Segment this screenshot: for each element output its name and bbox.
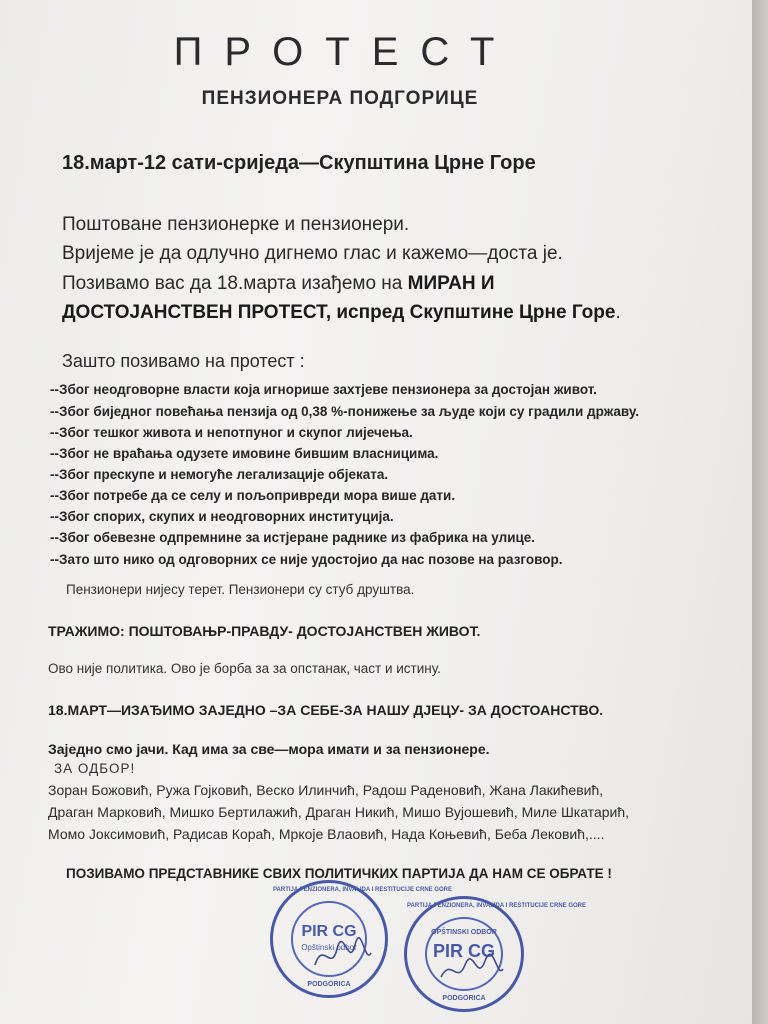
reason-item: --Због тешког живота и непотпуног и скупог лијечења.: [50, 425, 413, 440]
intro-protest-line: [62, 302, 621, 324]
stamp-ring-text: PARTIJA PENZIONERA, INVALIDA I RESTITUCIJE CRNE GORE: [407, 903, 587, 909]
signature-icon: [313, 935, 373, 975]
reason-item: --Због биједног повећања пензија од 0,38 %-понижење за људе који су градили државу.: [50, 404, 639, 419]
stamp-bottom-text: PODGORICA: [307, 981, 351, 988]
stamp-sub-text: OPŠTINSKI ODBOR: [431, 929, 497, 936]
stamp-center-text: PIR CG: [432, 941, 495, 961]
reason-item: --Због неодговорне власти која игнорише захтјеве пензионера за достојан живот.: [50, 382, 597, 397]
stamp-center-text: PIR CG: [301, 923, 357, 940]
pillar-statement: Пензионери нијесу терет. Пензионери су стуб друштва.: [66, 582, 415, 597]
intro-invite: [62, 273, 495, 295]
reason-item: --Зато што нико од одговорних се није удостојио да нас позове на разговор.: [50, 552, 563, 567]
party-stamp: [404, 896, 587, 1012]
document-subtitle: ПЕНЗИОНЕРА ПОДГОРИЦЕ: [201, 88, 479, 109]
document-title: ПРОТЕСТ: [173, 30, 517, 74]
together-call-line: 18.МАРТ—ИЗАЂИМО ЗАЈЕДНО –ЗА СЕБЕ-ЗА НАШУ ДЈЕЦУ- ЗА ДОСТОАНСТВО.: [48, 702, 604, 718]
reason-item: --Због спорих, скупих и неодговорних институција.: [50, 509, 394, 524]
intro-invite-bold: МИРАН И: [407, 273, 495, 294]
stamp-bottom-text: PODGORICA: [442, 995, 486, 1002]
reason-item: --Због потребе да се селу и пољопривреди мора више дати.: [50, 488, 456, 503]
reason-item: --Због обевезне одпремнине за истјеране раднике из фабрика на улице.: [50, 530, 536, 545]
intro-greeting: Поштоване пензионерке и пензионери.: [62, 214, 410, 235]
committee-names-line: Момо Јоксимовић, Радисав Кораћ, Мркоје Влаовић, Нада Коњевић, Беба Лековић,....: [48, 826, 605, 842]
intro-protest-end: .: [615, 302, 621, 323]
event-date-line: 18.март-12 сати-сриједа—Скупштина Црне Горе: [62, 152, 536, 174]
intro-call: Вријеме је да одлучно дигнемо глас и кажемо—доста је.: [62, 243, 563, 264]
reason-item: --Због прескупе и немогуће легализације објеката.: [50, 467, 389, 482]
reasons-heading: Зашто позивамо на протест :: [62, 351, 305, 371]
stronger-line: Заједно смо јачи. Кад има за све—мора имати и за пензионере.: [48, 741, 490, 757]
closing-appeal: ПОЗИВАМО ПРЕДСТАВНИКЕ СВИХ ПОЛИТИЧКИХ ПАРТИЈА ДА НАМ СЕ ОБРАТЕ !: [66, 866, 612, 881]
committee-names-line: Зоран Божовић, Ружа Гојковић, Веско Илинчић, Радош Раденовић, Жана Лакићевић,: [48, 782, 604, 798]
not-politics-line: Ово није политика. Ово је борба за за опстанак, част и истину.: [48, 661, 441, 676]
reason-item: --Због не враћања одузете имовине бившим власницима.: [50, 446, 439, 461]
intro-invite-text: Позивамо вас да 18.марта изађемо на: [62, 273, 408, 294]
stamp-sub-text: Opštinski odbor: [301, 943, 357, 952]
demands-line: ТРАЖИМО: ПОШТОВАЊР-ПРАВДУ- ДОСТОЈАНСТВЕН ЖИВОТ.: [48, 623, 481, 639]
intro-protest-bold: ДОСТОЈАНСТВЕН ПРОТЕСТ, испред Скупштине Црне Горе: [62, 302, 616, 323]
signature-icon: [437, 953, 507, 989]
stamp-ring-text: PARTIJA PENZIONERA, INVALIDA I RESTITUCIJE CRNE GORE: [273, 887, 453, 893]
party-stamp: [270, 880, 453, 998]
page-edge-shadow: [752, 0, 768, 1024]
committee-names-line: Драган Марковић, Мишко Бертилажић, Драган Никић, Мишо Вујошевић, Миле Шкатарић,: [48, 804, 630, 820]
committee-label: ЗА ОДБОР!: [54, 761, 136, 776]
